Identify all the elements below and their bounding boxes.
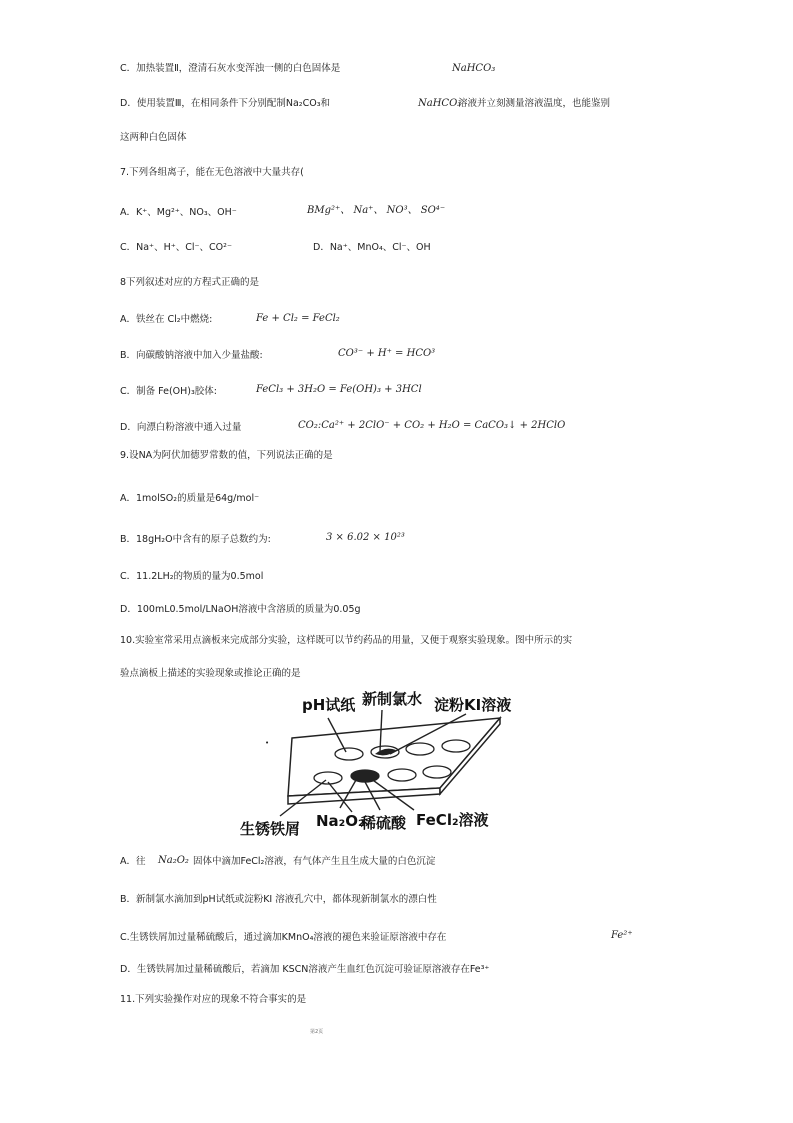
question-9: 9.设NA为阿伏加德罗常数的值，下列说法正确的是 xyxy=(120,450,333,461)
label-starch-ki: 淀粉KI溶液 xyxy=(434,696,512,714)
option-d-wrap: 这两种白色固体 xyxy=(120,132,187,143)
option-d-cont: 溶液并立刻测量溶液温度，也能鉴别 xyxy=(458,98,611,109)
q8-formula-c: FeCl₃ + 3H₂O = Fe(OH)₃ + 3HCl xyxy=(256,384,422,395)
label-fecl2: FeCl₂溶液 xyxy=(416,811,489,829)
q10-option-c: C.生锈铁屑加过量稀硫酸后，通过滴加KMnO₄溶液的褪色来验证原溶液中存在 xyxy=(120,932,447,943)
q9-option-d: D．100mL0.5mol/LNaOH溶液中含溶质的质量为0.05g xyxy=(120,604,361,615)
label-na2o2: Na₂O₂ xyxy=(316,812,365,830)
question-8: 8下列叙述对应的方程式正确的是 xyxy=(120,277,260,288)
q9-option-b: B．18gH₂O中含有的原子总数约为: xyxy=(120,534,271,545)
q8-formula-a: Fe + Cl₂ = FeCl₂ xyxy=(256,313,340,324)
well-dilute-h2so4 xyxy=(388,769,416,781)
q9-formula-b: 3 × 6.02 × 10²³ xyxy=(326,532,405,543)
q10-option-d: D．生锈铁屑加过量稀硫酸后，若滴加 KSCN溶液产生血红色沉淀可验证原溶液存在Fe³⁺ xyxy=(120,964,490,975)
question-7: 7.下列各组离子，能在无色溶液中大量共存( xyxy=(120,167,304,178)
q7-option-b: BMg²⁺、 Na⁺、 NO³、 SO⁴⁻ xyxy=(307,205,446,216)
well-ph-paper xyxy=(335,748,363,760)
page-footer: 第2页 xyxy=(310,1029,324,1035)
question-11: 11.下列实验操作对应的现象不符合事实的是 xyxy=(120,994,307,1005)
q9-option-c: C．11.2LH₂的物质的量为0.5mol xyxy=(120,571,264,582)
q8-option-a: A．铁丝在 Cl₂中燃烧: xyxy=(120,314,213,325)
option-d-line: D．使用装置Ⅲ，在相同条件下分别配制Na₂CO₃和 xyxy=(120,98,331,109)
q7-option-c: C．Na⁺、H⁺、Cl⁻、CO²⁻ xyxy=(120,242,232,253)
q10-formula-c: Fe²⁺ xyxy=(611,930,633,941)
formula-nahco3-2: NaHCO₃ xyxy=(418,98,462,109)
stray-mark: • xyxy=(265,739,270,747)
q10-option-a-cont: 固体中滴加FeCl₂溶液，有气体产生且生成大量的白色沉淀 xyxy=(193,856,436,867)
question-10-cont: 验点滴板上描述的实验现象或推论正确的是 xyxy=(120,668,301,679)
formula-nahco3: NaHCO₃ xyxy=(452,63,496,74)
q10-option-b: B．新制氯水滴加到pH试纸或淀粉KI 溶液孔穴中，都体现新制氯水的漂白性 xyxy=(120,894,437,905)
well-fecl2 xyxy=(423,766,451,778)
q8-option-b: B．向碳酸钠溶液中加入少量盐酸: xyxy=(120,350,263,361)
label-dilute-h2so4: 稀硫酸 xyxy=(361,814,407,832)
q10-formula-a: Na₂O₂ xyxy=(158,855,189,866)
label-rusty-iron: 生锈铁屑 xyxy=(240,820,301,838)
q8-formula-b: CO³⁻ + H⁺ = HCO³ xyxy=(338,348,436,359)
label-ph-paper: pH试纸 xyxy=(302,696,356,714)
option-c-line: C．加热装置Ⅱ，澄清石灰水变浑浊一侧的白色固体是 xyxy=(120,63,341,74)
q7-option-d: D．Na⁺、MnO₄、Cl⁻、OH xyxy=(313,242,431,253)
q8-option-c: C．制备 Fe(OH)₃胶体: xyxy=(120,386,217,397)
q8-option-d: D．向漂白粉溶液中通入过量 xyxy=(120,422,242,433)
q7-option-a: A．K⁺、Mg²⁺、NO₃、OH⁻ xyxy=(120,207,237,218)
well-starch-ki xyxy=(406,743,434,755)
well-empty-1 xyxy=(442,740,470,752)
q10-option-a: A．往 xyxy=(120,856,146,867)
label-chlorine-water: 新制氯水 xyxy=(362,690,423,708)
q8-formula-d: CO₂:Ca²⁺ + 2ClO⁻ + CO₂ + H₂O = CaCO₃↓ + 2HClO xyxy=(298,420,566,431)
question-10: 10.实验室常采用点滴板来完成部分实验，这样既可以节约药品的用量，又便于观察实验现象。图中所示的实 xyxy=(120,635,573,646)
q9-option-a: A．1molSO₂的质量是64g/mol⁻ xyxy=(120,493,260,504)
